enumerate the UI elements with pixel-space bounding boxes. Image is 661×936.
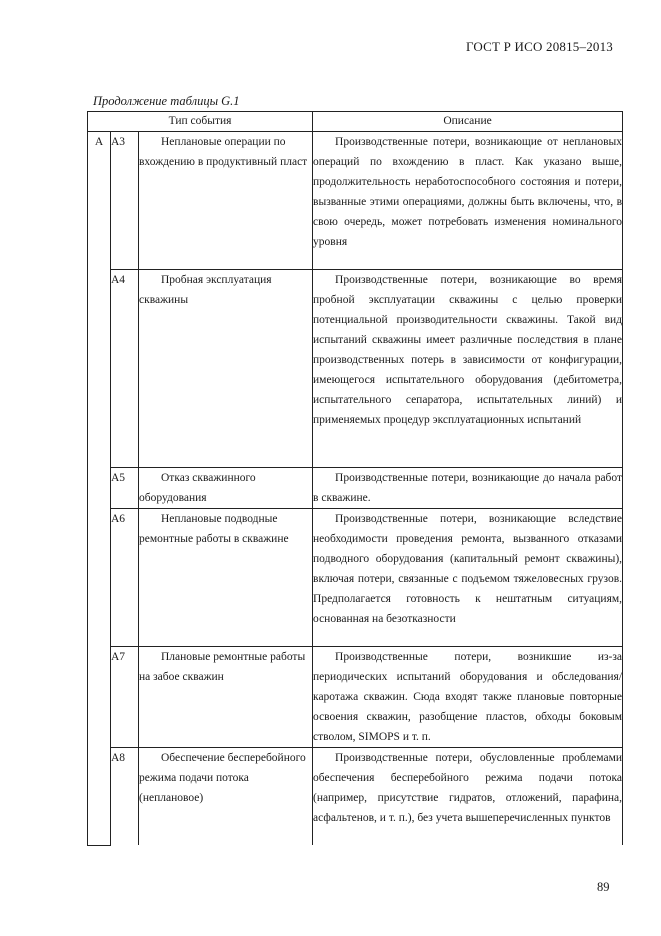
events-table <box>87 111 623 846</box>
table-header-row <box>88 112 623 132</box>
event-description: Производственные потери, возникающие вследствие необходимости проведения ремонта, вызванного отказами подводного оборудования (капитальный ремонт скважины), включая потери, связанные с подъемом тяжеловесных грузов. Предполагается готовность к нештатным ситуациям, основанная на безотказности <box>313 509 623 647</box>
group-code-cell: A <box>88 132 111 846</box>
event-type: Пробная эксплуатация скважины <box>139 270 313 468</box>
event-code: A4 <box>111 270 139 468</box>
table-row-a3 <box>88 132 623 270</box>
table-row-a5 <box>88 468 623 509</box>
table-row-a8 <box>88 748 623 846</box>
table-row-a7 <box>88 647 623 748</box>
event-type: Неплановые операции по вхождению в продуктивный пласт <box>139 132 313 270</box>
event-code: A6 <box>111 509 139 647</box>
event-description: Производственные потери, возникающие до начала работ в скважине. <box>313 468 623 509</box>
page-number: 89 <box>597 880 610 894</box>
event-description: Производственные потери, возникающие от неплановых операций по вхождению в пласт. Как указано выше, продолжительность неработоспособного состояния и потери, вызванные этими операциями, должны быть включены, что, в свою очередь, может потребовать изменения номинального уровня <box>313 132 623 270</box>
event-type: Отказ скважинного оборудования <box>139 468 313 509</box>
event-type: Обеспечение бесперебойного режима подачи потока (неплановое) <box>139 748 313 846</box>
event-code: A3 <box>111 132 139 270</box>
document-header: ГОСТ Р ИСО 20815–2013 <box>466 39 613 54</box>
table-row-a6 <box>88 509 623 647</box>
table-caption: Продолжение таблицы G.1 <box>93 94 240 108</box>
event-description: Производственные потери, возникшие из-за периодических испытаний оборудования и обследования/каротажа скважин. Сюда входят также плановые повторные освоения скважин, разобщение пластов, обходы боковым стволом, SIMOPS и т. п. <box>313 647 623 748</box>
event-description: Производственные потери, возникающие во время пробной эксплуатации скважины с целью проверки потенциальной производительности скважины. Такой вид испытаний скважины имеет различные последствия в плане производственных потерь в зависимости от конфигурации, имеющегося испытательного оборудования (дебитометра, испытательного сепаратора, испытательных линий) и применяемых процедур эксплуатационных испытаний <box>313 270 623 468</box>
table-row-a4 <box>88 270 623 468</box>
event-type: Неплановые подводные ремонтные работы в скважине <box>139 509 313 647</box>
column-header-type: Тип события <box>88 112 313 132</box>
event-code: A8 <box>111 748 139 846</box>
event-description: Производственные потери, обусловленные проблемами обеспечения бесперебойного режима подачи потока (например, присутствие гидратов, отложений, парафина, асфальтенов, и т. п.), без учета вышеперечисленных пунктов <box>313 748 623 846</box>
event-code: A5 <box>111 468 139 509</box>
column-header-description: Описание <box>313 112 623 132</box>
event-type: Плановые ремонтные работы на забое скважин <box>139 647 313 748</box>
event-code: A7 <box>111 647 139 748</box>
